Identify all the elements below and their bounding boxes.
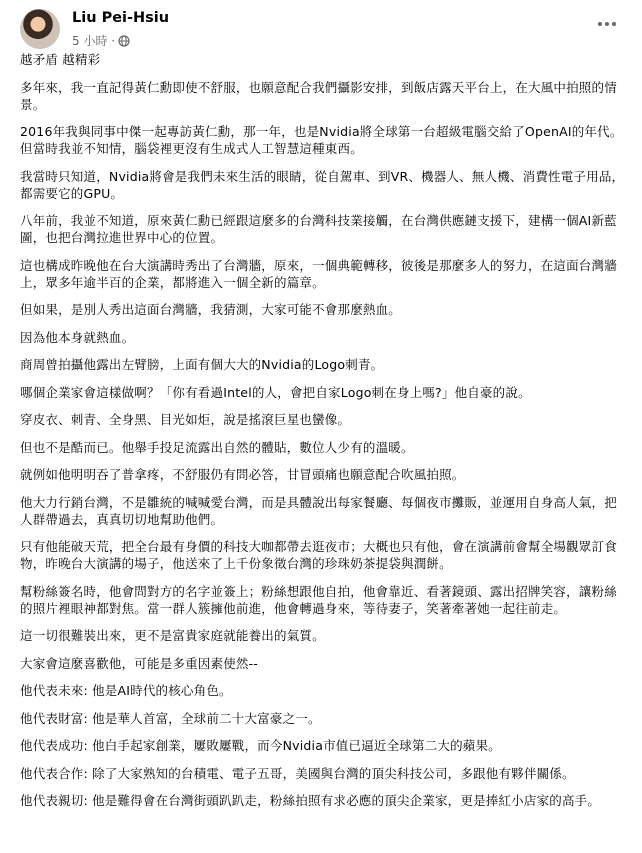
post-paragraph: 因為他本身就熱血。: [20, 329, 135, 345]
post-meta: [72, 32, 130, 49]
post-body: [20, 51, 628, 820]
avatar[interactable]: [20, 9, 60, 49]
post-paragraph: 他代表親切: 他是難得會在台灣街頭趴趴走，粉絲拍照有求必應的頂尖企業家，更是捧紅小店家的高手。: [20, 793, 601, 808]
post-paragraph: 幫粉絲簽名時，他會問對方的名字並簽上；粉絲想跟他自拍，他會靠近、看著鏡頭、露出招牌笑容，讓粉絲的照片裡眼神都對焦。當一群人簇擁他前進，他會轉過身來，等待妻子，笑著牽著她一起往前走。: [20, 583, 617, 616]
post-header: [20, 8, 620, 52]
post-paragraph: 哪個企業家會這樣做啊？「你有看過Intel的人，會把自家Logo刺在身上嗎?」他自豪的說。: [20, 384, 531, 400]
post-paragraph: 他代表合作: 除了大家熟知的台積電、電子五哥，美國與台灣的頂尖科技公司，多跟他有夥伴關係。: [20, 765, 575, 781]
post-paragraph: 這也構成昨晚他在台大演講時秀出了台灣牆，原來，一個典範轉移，彼後是那麼多人的努力，在這面台灣牆上，眾多年逾半百的企業，都將進入一個全新的篇章。: [20, 257, 617, 290]
post-paragraph: 八年前，我並不知道，原來黃仁勳已經跟這麼多的台灣科技業接觸，在台灣供應鏈支援下，建構一個AI新藍圖，也把台灣拉進世界中心的位置。: [20, 213, 617, 245]
post-paragraph: 我當時只知道，Nvidia將會是我們未來生活的眼睛，從自駕車、到VR、機器人、無人機、消費性電子用品，都需要它的GPU。: [20, 168, 625, 201]
post-paragraph: 他大力行銷台灣，不是雛統的喊喊愛台灣，而是具體說出每家餐廳、每個夜市攤販，並運用自身高人氣，把人群帶過去，真真切切地幫助他們。: [20, 494, 617, 527]
author-name[interactable]: Liu Pei-Hsiu: [72, 10, 170, 26]
post-paragraph: 他代表成功: 他白手起家創業，屢敗屢戰，而今Nvidia市值已逼近全球第二大的蘋果。: [20, 738, 501, 753]
post-paragraph: 就例如他明明吞了普拿疼，不舒服仍有問必答，甘冒頭痛也願意配合吹風拍照。: [20, 467, 465, 482]
more-options-icon[interactable]: [594, 16, 620, 32]
post-paragraph: 但如果，是別人秀出這面台灣牆，我猜測，大家可能不會那麼熱血。: [20, 302, 402, 317]
post-paragraph: 他代表財富: 他是華人首富，全球前二十大富豪之一。: [20, 710, 321, 726]
post-timestamp[interactable]: 5 小時 ·: [72, 34, 116, 48]
globe-icon[interactable]: [118, 35, 130, 47]
post-paragraph: 他代表未來: 他是AI時代的核心角色。: [20, 683, 232, 698]
post-paragraph: 大家會這麼喜歡他，可能是多重因素使然--: [20, 655, 259, 671]
post-paragraph: 2016年我與同事中傑一起專訪黃仁勳，那一年，也是Nvidia將全球第一台超級電腦交給了OpenAI的年代。但當時我並不知情，腦袋裡更沒有生成式人工智慧這種東西。: [20, 124, 623, 156]
post-paragraph: 但也不是酷而已。他舉手投足流露出自然的體貼，數位人少有的溫暖。: [20, 439, 414, 455]
post-paragraph: 多年來，我一直記得黃仁勳即使不舒服，也願意配合我們攝影安排，到飯店露天平台上，在大風中拍照的情景。: [20, 79, 617, 112]
post-paragraph: 商周曾拍攝他露出左臂膀，上面有個大大的Nvidia的Logo刺青。: [20, 357, 384, 372]
post-paragraph: 穿皮衣、刺青、全身黑、目光如炬，說是搖滾巨星也蠻像。: [20, 412, 351, 427]
post-paragraph: 越矛盾 越精彩: [20, 52, 101, 67]
post-paragraph: 這一切很難裝出來，更不是富貴家庭就能養出的氣質。: [20, 628, 325, 643]
post-paragraph: 只有他能破天荒，把全台最有身價的科技大咖都帶去逛夜市；大概也只有他，會在演講前會幫全場觀眾訂食物，昨晚台大演講的場子，他送來了上千份象徵台灣的珍珠奶茶提袋與潤餅。: [20, 539, 617, 571]
